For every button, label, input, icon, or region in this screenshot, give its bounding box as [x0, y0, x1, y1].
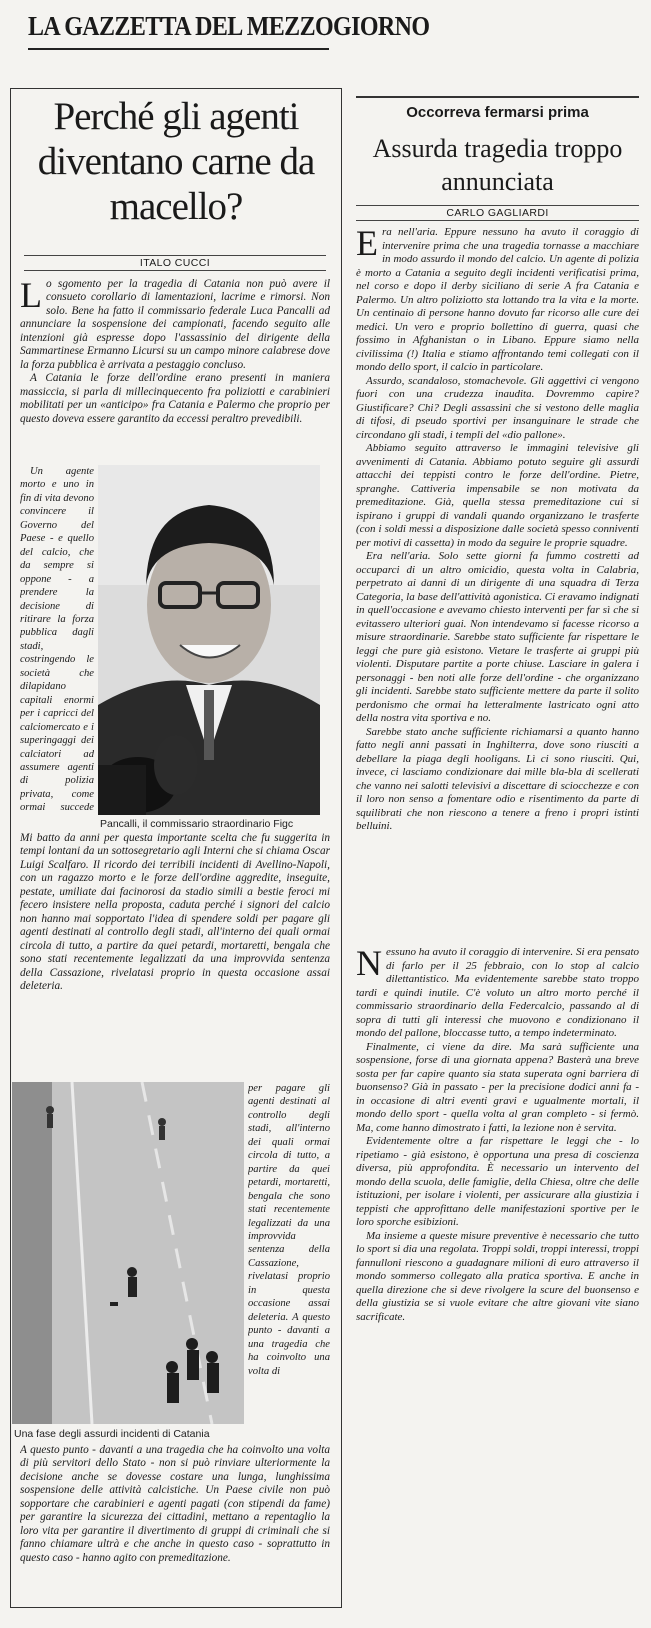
left-byline-rule-top — [24, 255, 326, 256]
left-para-3: Un agente morto e uno in fin di vita devono convincere il Governo del Paese - e quello del calcio, che da sempre si oppone - a prendere la decisione di ritirare la forza pubblica dagli stadi, costringendo le società che dilapidano capitali enormi per i capricci del calciomercato e i superingaggi dei calciatori ad assumere agenti di polizia privata, come ormai succede — [20, 466, 94, 814]
catania-illustration — [12, 1082, 244, 1424]
left-text-middle — [20, 832, 330, 1080]
right-text-lower — [356, 946, 639, 1606]
pancalli-caption: Pancalli, il commissario straordinario Figc — [100, 818, 294, 830]
right-para-3: Abbiamo seguito attraverso le immagini televisive gli avvenimenti di Catania. Abbiamo potuto seguire gli assurdi attacchi dei teppisti contro le forze dell'ordine. Pietre, spranghe. Cattiveria impensabile se non motivata da premeditazione. Già, quella stessa premeditazione cui si ispirano i gruppi di vandali quando organizzano le trasferte (con i soldi messi a disposizione dalle società spesso conniventi per motivi di cassetta) in modo da seguire le proprie squadre. — [356, 442, 639, 549]
pancalli-photo — [98, 465, 320, 815]
right-para-9: Ma insieme a queste misure preventive è necessario che tutto lo sport si dia una regolata. Troppi soldi, troppi interessi, troppi fannulloni riescono a guadagnare milioni di euro attraverso il mondo sommerso collegato alla pratica sportiva. E anche in quella direzione che si deve rivolgere la scure del buonsenso e della giustizia se si vuole evitare che altre giovani vite siano sacrificate. — [356, 1229, 639, 1323]
left-article-title: Perché gli agenti diventano carne da macello? — [37, 95, 315, 228]
right-article-title: Assurda tragedia troppo annunciata — [372, 134, 623, 196]
right-para-4: Era nell'aria. Solo sette giorni fa fummo costretti ad occuparci di un altro omicidio, questa volta in Calabria, perpetrato ai danni di un dirigente di una squadra di Terza Categoria, la base dell'attività agonistica. Ci eravamo indignati in quell'occasione e avevamo chiesto interventi per far sì che si evitassero ulteriori guai. Non intendevamo si facesse ricorso a misure straordinarie. Sarebbe stato sufficiente far rispettare le leggi che pure già esistono. Vietare le trasferte ai gruppi più violenti. Disputare partite a porte chiuse. Lasciare in galera i personaggi - ben noti alle forze dell'ordine - che organizzano gli incidenti. Sarebbe stato sufficiente mettere da parte il solito perdonismo che ormai ha letteralmente lastricato ogni atto della nostra vita sportiva e no. — [356, 550, 639, 724]
left-text-intro — [20, 278, 330, 463]
left-byline-rule-bottom — [24, 270, 326, 271]
left-text-narrow — [20, 465, 94, 815]
masthead-rule — [28, 48, 329, 50]
right-para-1: ra nell'aria. Eppure nessuno ha avuto il coraggio di intervenire prima che una tragedia tornasse a macchiare in modo assurdo il mondo del calcio. Un agente di polizia è morto a Catania a seguito degli incidenti verificatisi prima, nel corso e dopo il derby siciliano di serie A fra Catania e Palermo. Un altro poliziotto sta lottando tra la vita e la morte. Un centinaio di persone hanno dovuto far ricorso alle cure dei medici. Un vero e proprio bollettino di guerra, quasi che fossimo in Afghanistan o in Libano. Eppure siamo nella civilissima (!) Italia e stiamo affrontando temi collegati con il mondo dello sport, il calcio in particolare. — [356, 226, 639, 373]
left-byline: ITALO CUCCI — [139, 257, 211, 269]
right-dropcap-2: N — [356, 946, 382, 983]
right-byline-rule-bottom — [356, 220, 639, 221]
left-para-5: A questo punto - davanti a una tragedia che ha coinvolto una volta di più servitori dello Stato - non si può rinviare ulteriormente la decisione anche se dovesse costare una lunga, lunghissima sospensione delle attività calcistiche. Un Paese civile non può sopportare che carabinieri e agenti pagati (con stipendi da fame) per garantire la sicurezza dei cittadini, mettano a repentaglio la loro vita per garantire il divertimento di gruppi di criminali che si fanno chiamare ultrà e che anche in questo caso - soprattutto in questo caso - hanno agito con premeditazione. — [20, 1444, 330, 1564]
right-para-7: Finalmente, ci viene da dire. Ma sarà sufficiente una sospensione, forse di una giornata appena? Basterà una breve sosta per far capire quanto sia stata superata ogni barriera di buonsenso? Già in passato - per la precisione dodici anni fa - in occasione di altri eventi gravi e ugualmente mortali, il mondo dello sport - quella volta al gran completo - si fermò. Ma, come hanno dimostrato i fatti, la lezione non è servita. — [356, 1040, 639, 1134]
right-article-rule — [356, 96, 639, 98]
left-text-narrow-2 — [248, 1082, 330, 1442]
right-para-2: Assurdo, scandaloso, stomachevole. Gli aggettivi ci vengono fuori con una crudezza inaudita. Dovremmo capire? Giustificare? Chi? Degli assassini che si vestono delle maglia di tifosi, di pseudo sportivi per insanguinare le strade che circondano gli stadi, i templi del «dio pallone». — [356, 374, 639, 441]
left-para-4: Mi batto da anni per questa importante scelta che fu suggerita in tempi lontani da un sottosegretario agli Interni che si chiama Oscar Luigi Scalfaro. Il ricordo dei terribili incidenti di Avellino-Napoli, con un ragazzo morto e le forze dell'ordine aggredite, inseguite, pestate, umiliate dai facinorosi da stadio simili a bestie feroci mi fecero insistere nella proposta, caduta perché i signori del calcio non hanno mai sopportato l'idea di spendere soldi per pagare gli agenti destinati al controllo degli stadi, all'interno dei quali ormai circola di tutto, a partire da quei petardi, mortaretti, bengala che sono stati recentemente legalizzati da una improvvida sentenza della Cassazione, rivelatasi proprio in questa occasione assai deleteria. — [20, 832, 330, 992]
left-para-2: A Catania le forze dell'ordine erano presenti in maniera massiccia, si parla di millecinquecento fra poliziotti e carabinieri mobilitati per un «anticipo» fra Catania e Palermo che proprio per questo doveva essere garantito da eccessi peraltro prevedibili. — [20, 372, 330, 425]
right-byline-rule-top — [356, 205, 639, 206]
right-para-8: Evidentemente oltre a far rispettare le leggi che - lo ripetiamo - già esistono, è opportuna una presa di coscienza diversa, più approfondita. È necessario un intervento del mondo della scuola, delle famiglie, della Chiesa, oltre che delle istituzioni, per isolare i violenti, per assicurare alla giustizia i teppisti che approfittano delle manifestazioni sportive per le loro sporche esibizioni. — [356, 1135, 639, 1228]
right-text-upper — [356, 226, 639, 938]
right-byline: CARLO GAGLIARDI — [446, 207, 549, 219]
right-para-6: essuno ha avuto il coraggio di intervenire. Si era pensato di farlo per il 25 febbraio, con lo stop al calcio dilettantistico. Ma evidentemente sarebbe stato troppo tardi e quindi inutile. C'è voluto un altro morto perché il commissario straordinario della Federcalcio, passando al di sopra di tutti gli interessi che muovono e condizionano il mondo del pallone, bloccasse tutto, a tempo indeterminato. — [356, 946, 639, 1039]
left-para-4-cont: per pagare gli agenti destinati al controllo degli stadi, all'interno dei quali ormai circola di tutto, a partire da quei petardi, mortaretti, bengala che sono stati recentemente legalizzati da una improvvida sentenza della Cassazione, rivelatasi proprio in questa occasione assai deleteria. A questo punto - davanti a una tragedia che ha coinvolto una volta di — [248, 1083, 330, 1377]
masthead: LA GAZZETTA DEL MEZZOGIORNO — [28, 12, 430, 42]
left-para-1: o sgomento per la tragedia di Catania non può avere il consueto corollario di lamentazioni, lacrime e rimorsi. Non solo. Bene ha fatto il commissario federale Luca Pancalli ad annunciare la sospensione dei campionati, facendo seguito alle intenzioni già espresse dopo l'assassinio del dirigente della Sammartinese Ermanno Licursi su un campo minore calabrese dove la forza pubblica è arrivata a pestaggio concluso. — [20, 278, 330, 371]
left-text-bottom — [20, 1444, 330, 1604]
right-para-5: Sarebbe stato anche sufficiente richiamarsi a quanto hanno fatto negli anni passati in Inghilterra, dove sono riusciti a debellare la piaga degli hooligans. Lì ci sono riusciti. Qui, invece, ci lasciamo condizionare dai mille bla-bla di scellerati che vanno nei salotti televisivi a discettare di sciocchezze e con il loro non senso a fomentare odio e risentimento da parte di squilibrati che non riescono a tenere a freno i propri istinti belluini. — [356, 725, 639, 832]
right-dropcap-1: E — [356, 226, 378, 263]
right-article-kicker: Occorreva fermarsi prima — [406, 104, 589, 121]
left-dropcap: L — [20, 278, 42, 315]
catania-caption: Una fase degli assurdi incidenti di Catania — [14, 1428, 210, 1440]
catania-incidents-photo — [12, 1082, 244, 1424]
pancalli-illustration — [98, 465, 320, 815]
